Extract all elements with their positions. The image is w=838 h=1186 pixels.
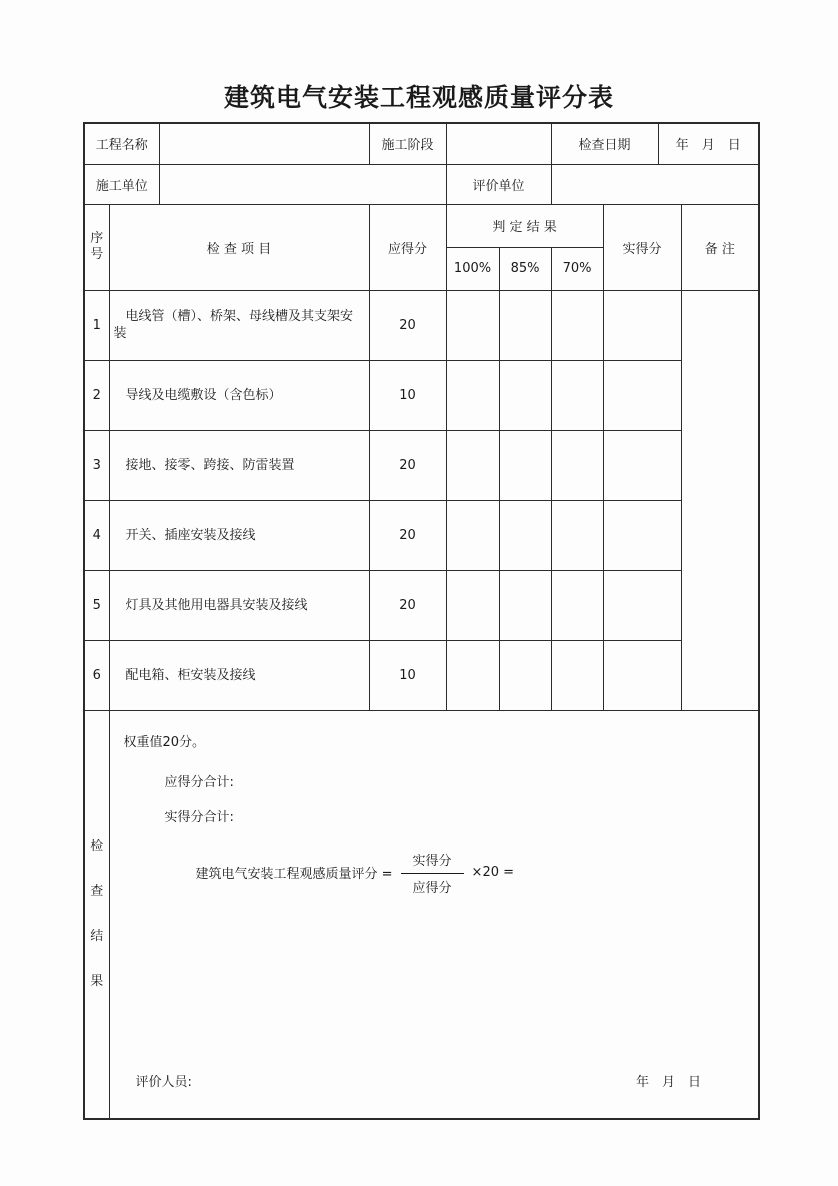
evaluator-signature-label: 评价人员: (135, 1074, 192, 1090)
row-item-text: 配电箱、柜安装及接线 (109, 640, 369, 710)
table-row (84, 640, 759, 710)
page-title: 建筑电气安装工程观感质量评分表 (223, 83, 614, 112)
formula-fraction (401, 849, 464, 897)
col-header-85: 85% (499, 247, 551, 290)
info-row-1 (84, 123, 759, 164)
col-header-index-label: 序号 (90, 231, 104, 262)
table-row (84, 430, 759, 500)
result-label-char: 检 (90, 839, 104, 854)
actual-score-cell (603, 290, 681, 360)
score-table (83, 122, 760, 1120)
judgement-85-cell (499, 430, 551, 500)
result-label-char: 结 (90, 929, 104, 944)
judgement-85-cell (499, 360, 551, 430)
actual-score-cell (603, 500, 681, 570)
col-header-100: 100% (446, 247, 499, 290)
col-header-judgement: 判 定 结 果 (446, 204, 603, 247)
builder-label: 施工单位 (84, 164, 159, 204)
formula-prefix: 建筑电气安装工程观感质量评分 = (195, 867, 393, 882)
row-item-text: 导线及电缆敷设（含色标） (109, 360, 369, 430)
result-content-cell (109, 710, 759, 1119)
signature-row (136, 1071, 702, 1090)
actual-score-cell (603, 640, 681, 710)
col-header-index (84, 204, 109, 290)
evaluator-value (551, 164, 759, 204)
row-index: 6 (84, 640, 109, 710)
judgement-85-cell (499, 290, 551, 360)
info-row-2 (84, 164, 759, 204)
judgement-70-cell (551, 360, 603, 430)
weight-note: 权重值20分。 (123, 734, 206, 750)
result-content (110, 711, 759, 1118)
expected-total-label: 应得分合计: (164, 774, 234, 790)
judgement-100-cell (446, 640, 499, 710)
col-header-70: 70% (551, 247, 603, 290)
judgement-100-cell (446, 430, 499, 500)
judgement-85-cell (499, 500, 551, 570)
row-item-text: 灯具及其他用电器具安装及接线 (109, 570, 369, 640)
result-label-char: 果 (90, 974, 104, 989)
row-item-text: 电线管（槽）、桥架、母线槽及其支架安装 (109, 290, 369, 360)
judgement-85-cell (499, 640, 551, 710)
judgement-100-cell (446, 570, 499, 640)
table-row (84, 290, 759, 360)
signature-date: 年 月 日 (636, 1074, 702, 1090)
check-date-label: 检查日期 (551, 123, 658, 164)
stage-label: 施工阶段 (369, 123, 446, 164)
row-expected-score: 10 (369, 360, 446, 430)
project-name-value (159, 123, 369, 164)
row-expected-score: 20 (369, 290, 446, 360)
project-name-label: 工程名称 (84, 123, 159, 164)
judgement-70-cell (551, 290, 603, 360)
formula-suffix: ×20 = (471, 865, 515, 880)
row-expected-score: 10 (369, 640, 446, 710)
judgement-100-cell (446, 360, 499, 430)
builder-value (159, 164, 446, 204)
table-row (84, 360, 759, 430)
actual-score-cell (603, 360, 681, 430)
result-section-row (84, 710, 759, 1119)
row-item-text: 开关、插座安装及接线 (109, 500, 369, 570)
score-formula (196, 849, 515, 897)
evaluator-label: 评价单位 (446, 164, 551, 204)
col-header-remark: 备 注 (681, 204, 759, 290)
row-expected-score: 20 (369, 430, 446, 500)
fraction-numerator: 实得分 (401, 849, 464, 874)
fraction-denominator: 应得分 (412, 880, 452, 896)
judgement-70-cell (551, 500, 603, 570)
col-header-expected: 应得分 (369, 204, 446, 290)
judgement-70-cell (551, 570, 603, 640)
judgement-100-cell (446, 290, 499, 360)
row-index: 5 (84, 570, 109, 640)
row-expected-score: 20 (369, 500, 446, 570)
row-index: 2 (84, 360, 109, 430)
result-section-label (84, 710, 109, 1119)
row-index: 3 (84, 430, 109, 500)
judgement-85-cell (499, 570, 551, 640)
actual-score-cell (603, 570, 681, 640)
result-vertical-label (85, 840, 109, 988)
row-expected-score: 20 (369, 570, 446, 640)
col-header-actual: 实得分 (603, 204, 681, 290)
row-index: 1 (84, 290, 109, 360)
actual-total-label: 实得分合计: (164, 809, 234, 825)
table-row (84, 570, 759, 640)
result-label-char: 查 (90, 884, 104, 899)
judgement-70-cell (551, 640, 603, 710)
actual-score-cell (603, 430, 681, 500)
table-header-row (84, 204, 759, 247)
remark-cell (681, 290, 759, 710)
row-item-text: 接地、接零、跨接、防雷装置 (109, 430, 369, 500)
table-row (84, 500, 759, 570)
col-header-item: 检 查 项 目 (109, 204, 369, 290)
judgement-100-cell (446, 500, 499, 570)
check-date-value: 年 月 日 (658, 123, 759, 164)
stage-value (446, 123, 551, 164)
row-index: 4 (84, 500, 109, 570)
judgement-70-cell (551, 430, 603, 500)
